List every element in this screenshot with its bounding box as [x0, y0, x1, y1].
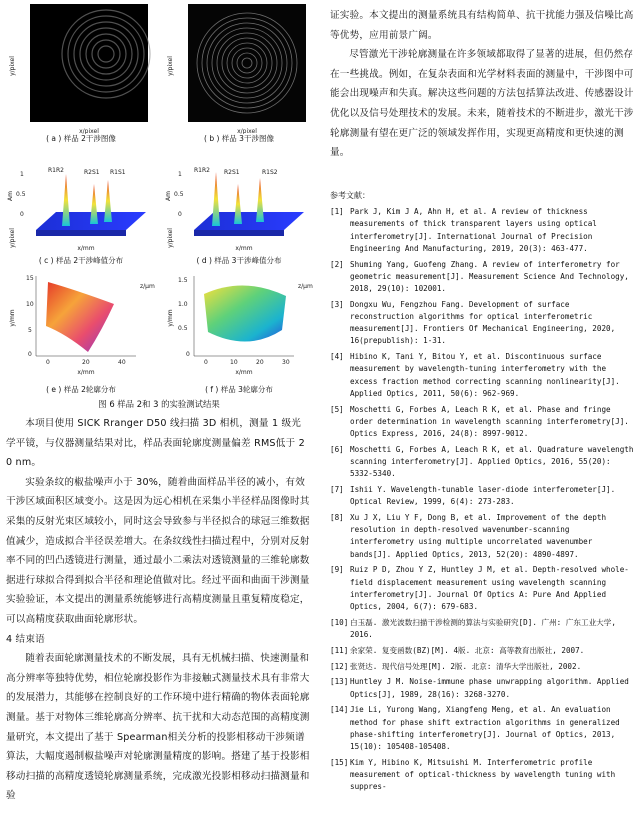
reference-item: [330, 564, 634, 613]
caption-c: ( c ) 样品 2干涉峰值分布: [38, 256, 124, 265]
d-peak-2: [234, 184, 242, 224]
reference-number: [10]: [330, 617, 349, 627]
e-tick-z-4: 0: [28, 351, 32, 358]
e-ylabel: y/mm: [9, 309, 16, 327]
reference-item: [330, 704, 634, 753]
reference-item: [330, 299, 634, 348]
reference-number: [3]: [330, 299, 344, 309]
c-tick-amp-3: 0: [20, 211, 24, 218]
references-title: 参考文献：: [330, 191, 370, 200]
e-zlabel: z/μm: [140, 283, 155, 290]
d-floor: [194, 212, 304, 230]
interferogram-b: [188, 4, 306, 122]
caption-e: ( e ) 样品 2轮廓分布: [46, 385, 116, 394]
figure-panel-d: [164, 150, 314, 258]
e-xlabel: x/mm: [77, 369, 95, 376]
d-xlabel: x/mm: [235, 245, 253, 252]
reference-number: [14]: [330, 705, 349, 715]
reference-item: [330, 676, 634, 700]
paragraph-outlook: 尽管激光干涉轮廓测量在许多领域都取得了显著的进展，但仍然存在一些挑战。例如，在复杂表面和光学材料表面的测量中，干涉图中可能会出现噪声和失真。解决这些问题的方法包括算法改进、传感器设计优化以及信号处理技术的发展。未来，随着技术的不断进步，激光干涉轮廓测量有望在更广泛的领域发挥作用，实现更高精度和更快速的测量。: [330, 49, 634, 159]
d-peak-1: [212, 172, 220, 226]
b-ylabel: y/pixel: [167, 56, 174, 76]
reference-item: [330, 351, 634, 400]
reference-number: [15]: [330, 757, 349, 767]
right-body: [330, 6, 634, 163]
f-tick-z-4: 0: [186, 351, 190, 358]
reference-text: Jie Li, Yurong Wang, Xiangfeng Meng, et al. An evaluation method for phase shift extraction algorithms in generalized phase-shifting interferometry[J]. Journal of Optics, 2013, 15(10): 105408-105408.: [350, 705, 620, 752]
c-peak-2: [90, 184, 98, 224]
f-tick-z-3: 0.5: [178, 325, 188, 332]
reference-text: Dongxu Wu, Fengzhou Fang. Development of surface reconstruction algorithms for optical interferometric measurement[J]. Frontiers Of Mechanical Engineering, 2020, 16(prepublish): 1-31.: [350, 299, 616, 346]
f-xlabel: x/mm: [235, 369, 253, 376]
left-body: [6, 414, 310, 806]
reference-item: [330, 661, 634, 673]
d-tick-amp-1: 1: [178, 171, 182, 178]
e-tick-x-1: 0: [46, 359, 50, 366]
figure-panel-a: [6, 2, 156, 134]
e-tick-x-2: 20: [82, 359, 90, 366]
a-ylabel: y/pixel: [9, 56, 16, 76]
f-tick-z-1: 1.5: [178, 277, 188, 284]
caption-d: ( d ) 样品 3干涉峰值分布: [196, 256, 282, 265]
reference-text: Ruiz P D, Zhou Y Z, Huntley J M, et al. Depth-resolved whole-field displacement measurement using wavelength scanning interferometry[J]. Journal Of Optics A: Pure And Applied Optics, 2004, 6(7): 679-683.: [350, 565, 629, 612]
d-label-3: R1S2: [262, 169, 278, 176]
reference-item: [330, 757, 634, 794]
figure-panel-f: [164, 268, 314, 382]
f-tick-x-2: 10: [230, 359, 238, 366]
reference-item: [330, 206, 634, 255]
d-amp-label: Am: [165, 191, 172, 201]
c-floor-edge: [36, 230, 126, 236]
reference-item: [330, 404, 634, 441]
reference-number: [9]: [330, 565, 344, 575]
reference-number: [12]: [330, 661, 349, 671]
reference-text: Moschetti G, Forbes A, Leach R K, et al. Phase and fringe order determination in wavelength scanning interferometry[J]. Optics Express, 2016, 24(8): 8997-9012.: [350, 404, 629, 439]
reference-item: [330, 484, 634, 508]
e-tick-z-2: 10: [26, 301, 34, 308]
paragraph-1: 本项目使用 SICK Rranger D50 线扫描 3D 相机，测量 1 级光学平镜，与仪器测量结果对比，样品表面轮廓度测量偏差 RMS低于 2 0 nm。: [6, 418, 305, 469]
reference-number: [7]: [330, 485, 344, 495]
c-peak-1: [62, 174, 70, 226]
f-tick-x-4: 30: [282, 359, 290, 366]
reference-text: Hibino K, Tani Y, Bitou Y, et al. Discontinuous surface measurement by wavelength-tuning interferometry with the excess fraction method correcting scanning nonlinearity[J]. Applied Optics, 2011, 50(6): 962-969.: [350, 352, 620, 398]
reference-number: [6]: [330, 444, 344, 454]
reference-item: [330, 645, 634, 657]
c-xlabel: x/mm: [77, 245, 95, 252]
reference-text: Huntley J M. Noise-immune phase unwrapping algorithm. Applied Optics[J], 1989, 28(16): 3268-3270.: [350, 677, 629, 699]
f-surface: [204, 285, 286, 341]
figure-title: 图 6 样品 2和 3 的实验测试结果: [98, 399, 220, 409]
reference-text: Moschetti G, Forbes A, Leach R K, et al. Quadrature wavelength scanning interferometry[J]. Applied Optics, 2016, 55(20): 5332-5340.: [350, 444, 634, 479]
reference-text: 余家荣. 复变函数(BZ)[M]. 4版. 北京: 高等教育出版社, 2007.: [350, 645, 585, 655]
reference-text: Shuming Yang, Guofeng Zhang. A review of interferometry for geometric measurement[J]. Measurement Science And Technology, 2018, 29(10): 102001.: [350, 259, 629, 294]
reference-number: [13]: [330, 677, 349, 687]
figure-panel-b: [164, 2, 314, 134]
reference-number: [2]: [330, 259, 344, 269]
e-tick-z-1: 15: [26, 275, 34, 282]
d-tick-amp-2: 0.5: [174, 191, 184, 198]
c-amp-label: Am: [7, 191, 14, 201]
a-xlabel: x/pixel: [79, 128, 99, 134]
d-label-2: R2S1: [224, 169, 240, 176]
reference-item: [330, 444, 634, 481]
f-tick-x-1: 0: [204, 359, 208, 366]
reference-number: [11]: [330, 645, 349, 655]
figure-panel-e: [6, 268, 156, 382]
reference-item: [330, 512, 634, 561]
f-zlabel: z/μm: [298, 283, 313, 290]
d-label-1: R1R2: [194, 167, 210, 174]
e-tick-x-3: 40: [118, 359, 126, 366]
d-floor-edge: [194, 230, 284, 236]
reference-text: Park J, Kim J A, Ahn H, et al. A review of thickness measurements of thick transparent layers using optical interferometry[J]. International Journal of Precision Engineering And Manufacturing, 2019, 20(3): 463-477.: [350, 207, 597, 253]
f-tick-x-3: 20: [256, 359, 264, 366]
paragraph-continued: 证实验。本文提出的测量系统具有结构简单、抗干扰能力强及信噪比高等优势，应用前景广阔。: [330, 10, 634, 41]
caption-f: ( f ) 样品 3轮廓分布: [205, 385, 273, 394]
b-xlabel: x/pixel: [237, 128, 257, 134]
caption-a: ( a ) 样品 2干涉图像: [46, 134, 116, 143]
reference-item: [330, 259, 634, 296]
reference-text: 张贤达. 现代信号处理[M]. 2版. 北京: 清华大学出版社, 2002.: [350, 661, 582, 671]
caption-b: ( b ) 样品 3干涉图像: [204, 134, 274, 143]
reference-text: Ishii Y. Wavelength-tunable laser-diode interferometer[J]. Optical Review, 1999, 6(4): 273-283.: [350, 485, 616, 507]
reference-text: 白玉磊. 激光波数扫描干涉检测的算法与实验研究[D]. 广州: 广东工业大学, 2016.: [350, 617, 616, 640]
d-peak-3: [256, 178, 264, 222]
c-tick-amp-1: 1: [20, 171, 24, 178]
reference-number: [8]: [330, 513, 344, 523]
reference-text: Kim Y, Hibino K, Mitsuishi M. Interferometric profile measurement of optical-thickness by wavelength tuning with suppres-: [350, 757, 616, 792]
paragraph-conclusion: 随着表面轮廓测量技术的不断发展，具有无机械扫描、快速测量和高分辨率等独特优势，相位轮廓投影作为非接触式测量技术具有非常大的发展潜力，其能够在控制良好的工作环境中进行精确的物体表面轮廓测量。基于对物体三维轮廓高分辨率、抗干扰和大动态范围的高精度测量研究，本文提出了基于 Spearman相关分析的投影相移动干涉频谱算法，大幅度遏制椒盐噪声对轮廓测量精度的影响。搭建了基于投影相移动扫描的高精度透镜轮廓测量系统，完成激光投影相移动扫描测量和验: [6, 653, 310, 802]
c-tick-amp-2: 0.5: [16, 191, 26, 198]
f-tick-z-2: 1.0: [178, 301, 188, 308]
e-surface: [46, 282, 114, 352]
c-ylabel: y/pixel: [9, 228, 16, 248]
reference-list: [330, 206, 634, 793]
reference-number: [4]: [330, 352, 344, 362]
paragraph-2: 实验条纹的椒盐噪声小于 30%，随着曲面样品半径的减小，有效干涉区域面积区域变小。这是因为远心相机在采集小半径样品图像时其采集的反射光束区域较小，同时这会导致参与半径拟合的球冠三维数据值减少，造成拟合半径误差增大。在条纹线性扫描过程中，分别对反射率不同的凹凸透镜进行测量，通过最小二乘法对透镜测量的三维轮廓数据进行球拟合得到拟合半径和理论值做对比。经过平面和曲面干涉测量实验验证，本文提出的测量系统能够进行高精度测量且重复精度稳定，可以高精度获取曲面轮廓形状。: [6, 476, 310, 625]
c-label-2: R2S1: [84, 169, 100, 176]
section-heading: 4 结束语: [6, 633, 45, 645]
d-tick-amp-3: 0: [178, 211, 182, 218]
d-ylabel: y/pixel: [167, 228, 174, 248]
c-label-1: R1R2: [48, 167, 64, 174]
reference-number: [1]: [330, 207, 344, 217]
f-ylabel: y/mm: [167, 309, 174, 327]
references: [330, 190, 634, 797]
c-label-3: R1S1: [110, 169, 126, 176]
e-tick-z-3: 5: [28, 327, 32, 334]
reference-item: [330, 617, 634, 641]
reference-text: Xu J X, Liu Y F, Dong B, et al. Improvement of the depth resolution in depth-resolved wavenumber-scanning interferometry using multiple uncorrelated wavenumber bands[J]. Applied Optics, 2013, 52(20): 4890-4897.: [350, 513, 607, 559]
c-peak-3: [104, 180, 112, 222]
figure-panel-c: [6, 150, 156, 258]
reference-number: [5]: [330, 404, 344, 414]
